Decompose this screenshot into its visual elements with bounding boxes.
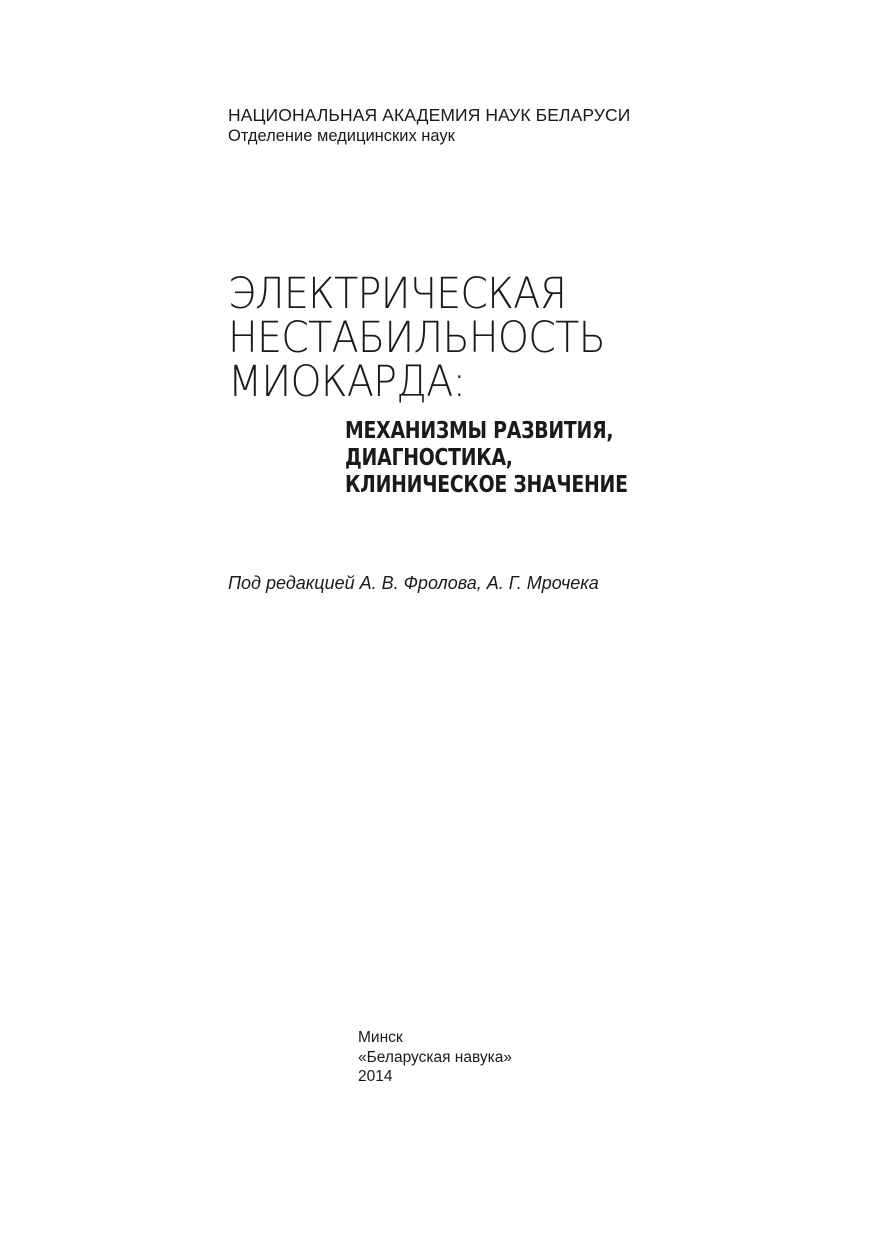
- imprint-publisher: «Беларуская навука»: [358, 1048, 512, 1066]
- book-subtitle-line-2: ДИАГНОСТИКА,: [345, 445, 513, 471]
- editors-line: Под редакцией А. В. Фролова, А. Г. Мрочека: [228, 573, 599, 593]
- book-title-line-2: НЕСТАБИЛЬНОСТЬ: [228, 313, 605, 363]
- organization-division: Отделение медицинских наук: [228, 127, 455, 145]
- book-title-line-1: ЭЛЕКТРИЧЕСКАЯ: [228, 269, 567, 319]
- organization-block: [228, 104, 630, 147]
- imprint-year: 2014: [358, 1068, 393, 1085]
- book-title-line-3: МИОКАРДА:: [228, 357, 466, 407]
- imprint-block: [358, 1028, 512, 1087]
- organization-name: НАЦИОНАЛЬНАЯ АКАДЕМИЯ НАУК БЕЛАРУСИ: [228, 105, 631, 125]
- imprint-city: Минск: [358, 1029, 403, 1046]
- book-title: [228, 269, 828, 407]
- book-subtitle-line-1: МЕХАНИЗМЫ РАЗВИТИЯ,: [345, 418, 614, 444]
- book-subtitle: [345, 418, 825, 499]
- book-subtitle-line-3: КЛИНИЧЕСКОЕ ЗНАЧЕНИЕ: [345, 472, 628, 498]
